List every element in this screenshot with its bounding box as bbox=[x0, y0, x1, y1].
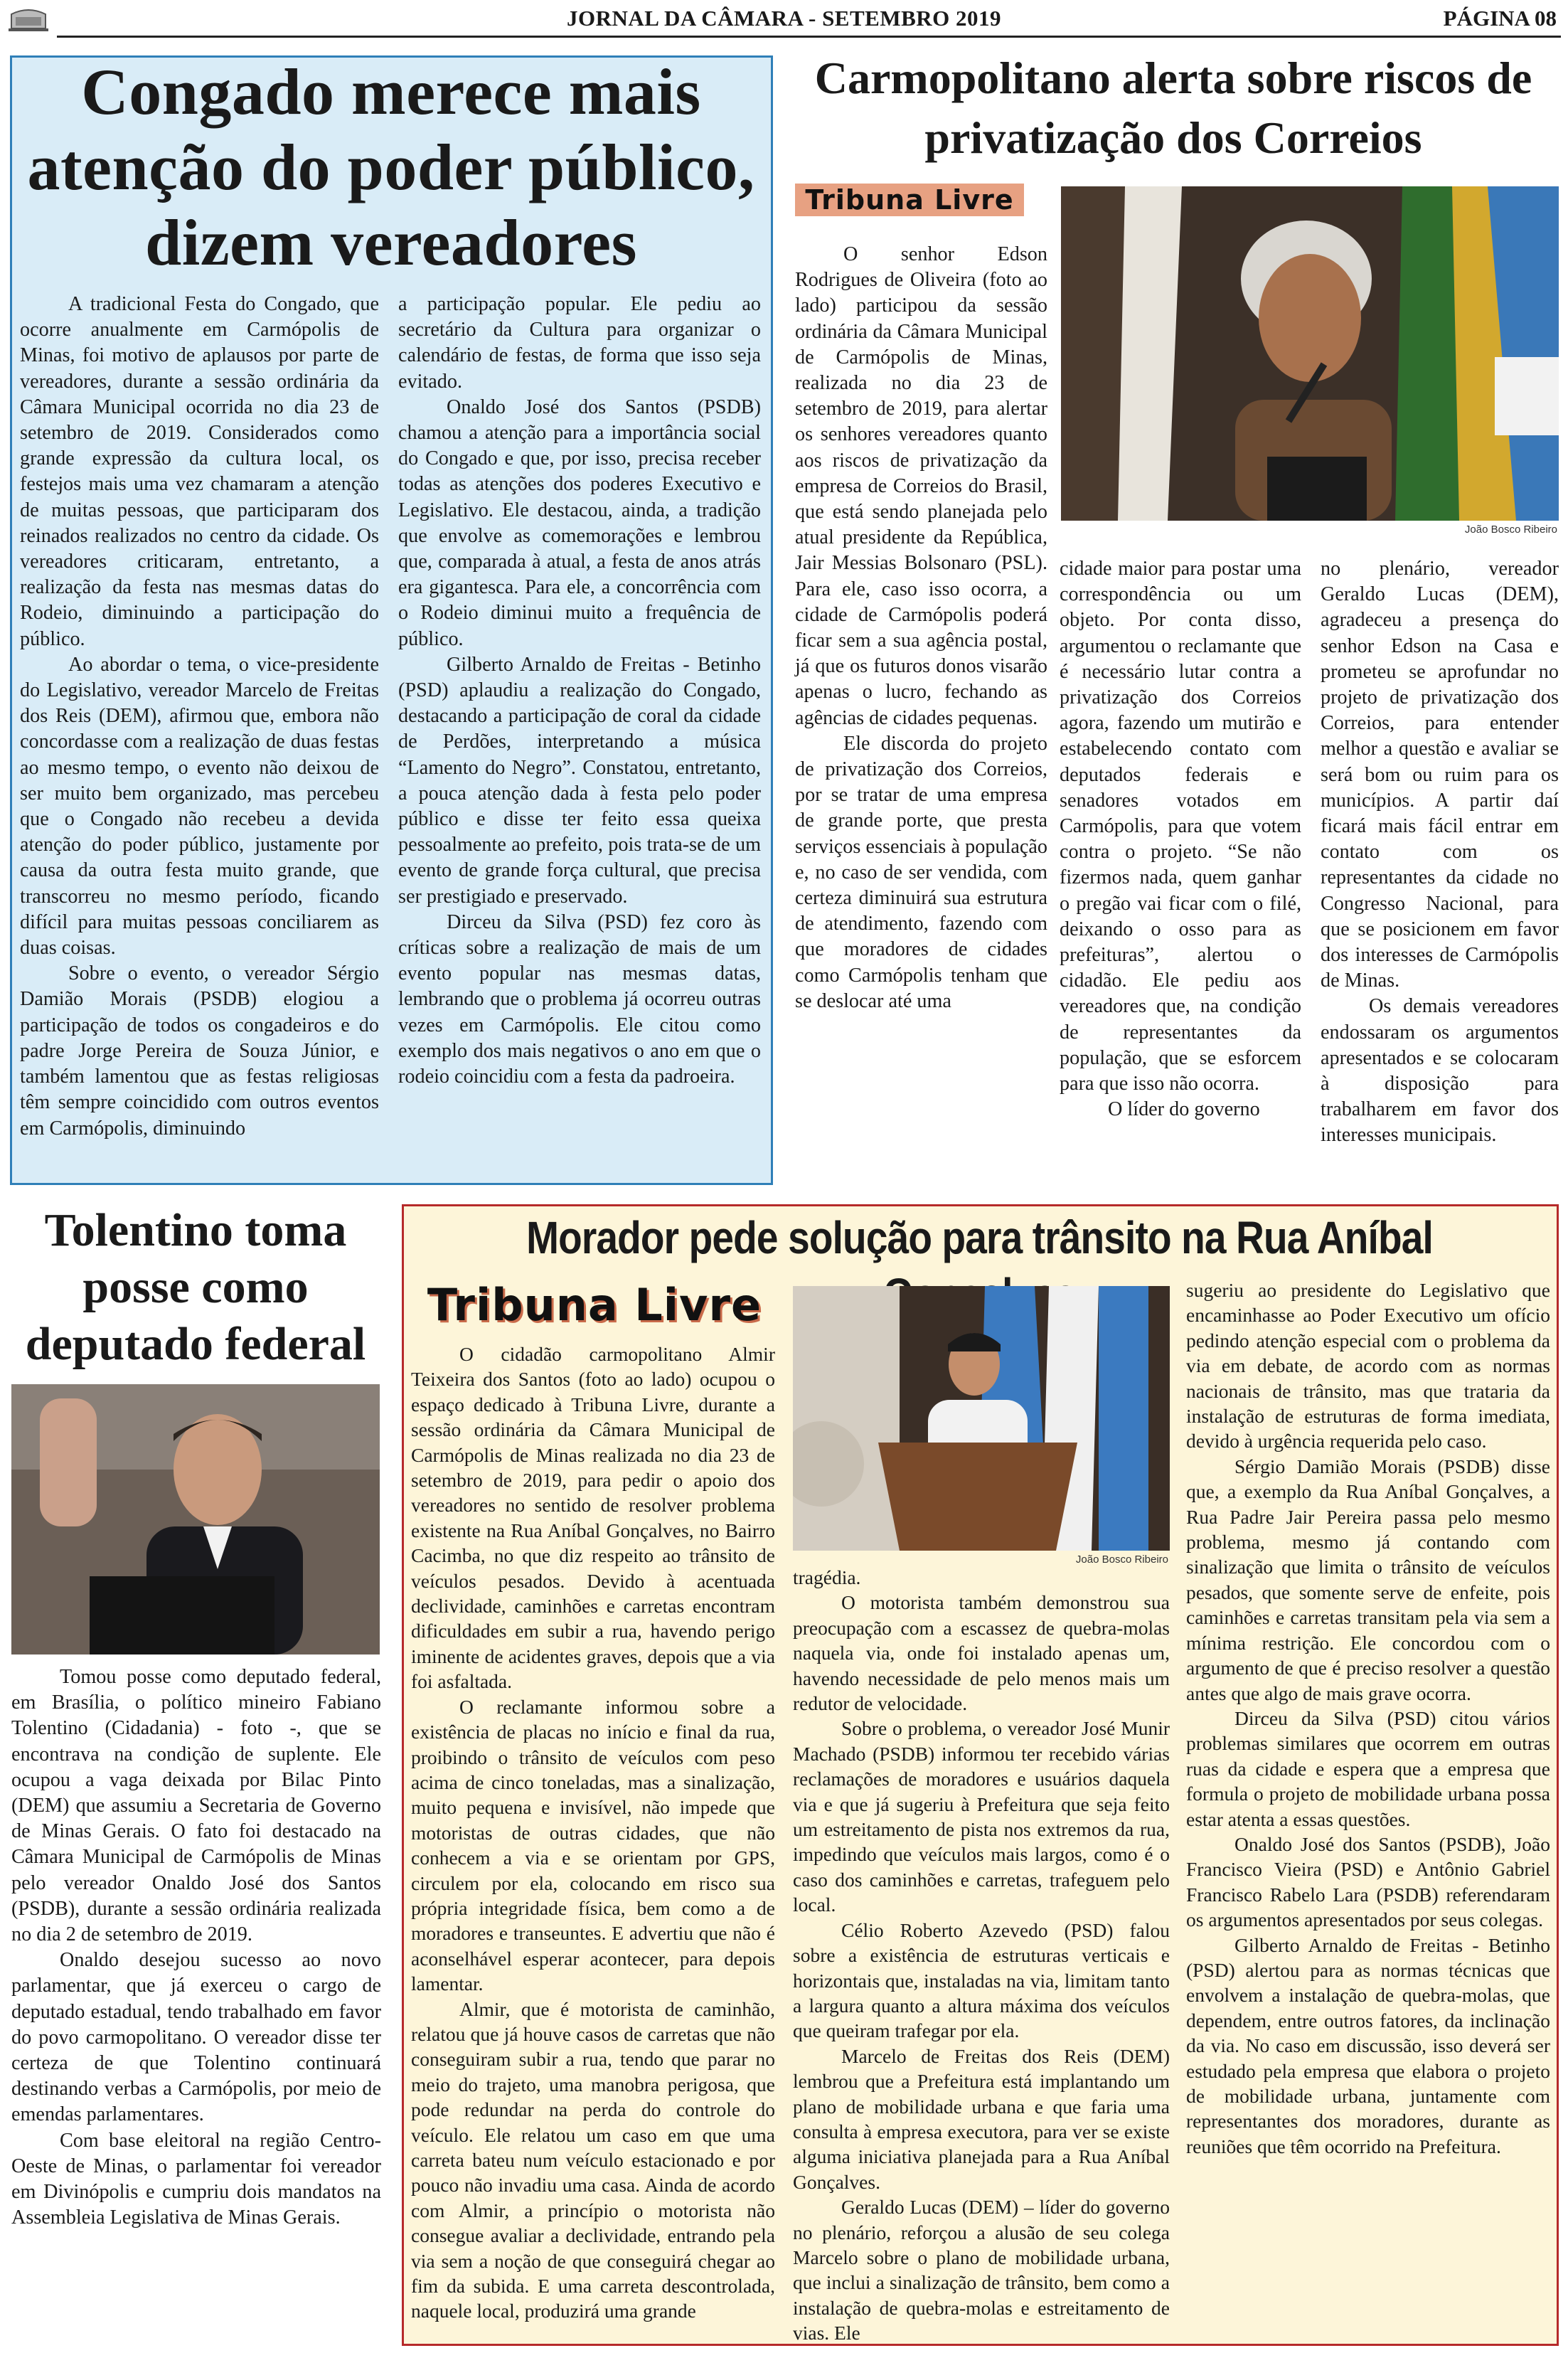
paragraph: Onaldo José dos Santos (PSDB) chamou a atenção para a importância social do Congado e que, por isso, precisa receber todas as atenções dos poderes Executivo e Legislativo. Ele destacou, ainda, a tradição que envolve as comemorações e lembrou que, comparada à atual, a festa de anos atrás era gigantesca. Para ele, a concorrência com o Rodeio diminui muito a frequência de público. bbox=[398, 395, 761, 650]
edson-photo bbox=[1061, 186, 1559, 521]
paragraph: Dirceu da Silva (PSD) fez coro às críticas sobre a realização de mais de um evento popular nas mesmas datas, lembrando que o problema já ocorreu outras vezes em Carmópolis. Ele citou como exemplo dos mais negativos o ano em que o rodeio coincidiu com a festa da padroeira. bbox=[398, 910, 761, 1088]
congado-column-1 bbox=[20, 292, 379, 1142]
morador-column-2 bbox=[793, 1565, 1170, 2346]
speaker-photo-icon bbox=[1061, 186, 1559, 521]
tolentino-column bbox=[11, 1664, 381, 2231]
paragraph: Os demais vereadores endossaram os argumentos apresentados e se colocaram à disposição para trabalharem em favor dos interesses municipais. bbox=[1321, 995, 1559, 1147]
tribuna-livre-tag: Tribuna Livre bbox=[427, 1279, 762, 1331]
paragraph: Com base eleitoral na região Centro-Oeste de Minas, o parlamentar foi vereador em Divinópolis e cumpriu dois mandatos na Assembleia Legislativa de Minas Gerais. bbox=[11, 2129, 381, 2229]
paragraph: Célio Roberto Azevedo (PSD) falou sobre a existência de estruturas verticais e horizontais que, instaladas na via, limitam tanto a largura quanto a altura máxima dos veículos que queiram trafegar por ela. bbox=[793, 1918, 1170, 2042]
correios-column-2 bbox=[1060, 556, 1301, 1122]
paragraph: no plenário, vereador Geraldo Lucas (DEM), agradeceu a presença do senhor Edson na Casa e prometeu se aprofundar no projeto de privatização dos Correios, para entender melhor a questão e avaliar se será bom ou ruim para os municípios. A partir daí ficará mais fácil entrar em contato com os representantes da cidade no Congresso Nacional, para que se posicionem em favor dos interesses de Carmópolis de Minas. bbox=[1321, 558, 1559, 992]
masthead bbox=[0, 0, 1568, 38]
masthead-rule bbox=[57, 36, 1561, 38]
paragraph: O reclamante informou sobre a existência de placas no início e final da rua, proibindo o trânsito de veículos com peso acima de cinco toneladas, mas a sinalização, muito pequena e invisível, não impede que motoristas de outras cidades, que não conhecem a via e se orientam por GPS, circulem por ela, colocando em risco sua própria integridade física, bem como a de moradores e transeuntes. E advertiu que não é aconselhável esperar acontecer, para depois lamentar. bbox=[411, 1695, 775, 1995]
paragraph: Onaldo José dos Santos (PSDB), João Francisco Vieira (PSD) e Antônio Gabriel Francisco Rabelo Lara (PSDB) referendaram os argumentos apresentados por seus colegas. bbox=[1186, 1832, 1550, 1931]
paragraph: Ele discorda do projeto de privatização dos Correios, por se tratar de uma empresa de grande porte, que presta serviços essenciais à população e, no caso de ser vendida, com certeza diminuirá sua estrutura de atendimento, fazendo com que moradores de cidades como Carmópolis tenham que se deslocar até uma bbox=[795, 732, 1047, 1012]
tolentino-headline: Tolentino toma posse como deputado federal bbox=[25, 1204, 366, 1370]
photo-credit: João Bosco Ribeiro bbox=[1464, 524, 1557, 536]
tolentino-photo bbox=[11, 1384, 380, 1654]
paragraph: Marcelo de Freitas dos Reis (DEM) lembrou que a Prefeitura está implantando um plano de mobilidade urbana e que faria uma consulta à empresa executora, para ver se existe alguma iniciativa planejada para a Rua Aníbal Gonçalves. bbox=[793, 2044, 1170, 2193]
speaker-photo-icon bbox=[793, 1286, 1170, 1551]
deputy-photo-icon bbox=[11, 1384, 380, 1654]
paragraph: Gilberto Arnaldo de Freitas - Betinho (PSD) alertou para as normas técnicas que envolvem a instalação de quebra-molas, que dependem, entre outros fatores, da inclinação da via. No caso em discussão, isso deverá ser estudado pela empresa que elabora o projeto de mobilidade urbana, juntamente com representantes dos moradores, durante as reuniões que têm ocorrido na Prefeitura. bbox=[1186, 1933, 1550, 2157]
paragraph: O líder do governo bbox=[1108, 1098, 1260, 1121]
correios-column-3 bbox=[1321, 556, 1559, 1149]
paragraph: sugeriu ao presidente do Legislativo que encaminhasse ao Poder Executivo um ofício pedindo atenção especial com o problema da via em debate, de acordo com as normas nacionais de trânsito, mas que trataria da instalação de estruturas de forma imediata, devido à urgência requerida pelo caso. bbox=[1186, 1279, 1550, 1452]
congado-column-2 bbox=[398, 292, 761, 1090]
tribuna-livre-tag: Tribuna Livre bbox=[795, 184, 1024, 216]
paragraph: O motorista também demonstrou sua preocupação com a escassez de quebra-molas naquela via, onde foi instalado apenas um, havendo necessidade de pelo menos mais um redutor de velocidade. bbox=[793, 1591, 1170, 1715]
paragraph: Dirceu da Silva (PSD) citou vários problemas similares que ocorrem em outras ruas da cidade e espera que a empresa que formula o projeto de mobilidade urbana possa estar atenta a essas questões. bbox=[1186, 1706, 1550, 1830]
paragraph: cidade maior para postar uma correspondência ou um objeto. Por conta disso, argumentou o reclamante que é necessário lutar contra a privatização dos Correios agora, fazendo um mutirão e estabelecendo contato com deputados federais e senadores votados em Carmópolis, para que votem contra o projeto. “Se não fizermos nada, quem ganhar o pregão vai ficar com o filé, deixando o osso para as prefeituras”, alertou o cidadão. Ele pediu aos vereadores que, na condição de representantes da população, que se esforcem para que isso não ocorra. bbox=[1060, 558, 1301, 1095]
paragraph: Ao abordar o tema, o vice-presidente do Legislativo, vereador Marcelo de Freitas dos Reis (DEM), afirmou que, embora não concordasse com a realização de duas festas ao mesmo tempo, o evento não deixou de ser muito bem organizado, mas percebeu que o Congado não recebeu a devida atenção do poder público, justamente por causa da outra festa muito grande, que transcorreu no mesmo período, ficando difícil para muitas pessoas conciliarem as duas coisas. bbox=[20, 653, 379, 960]
paragraph: Gilberto Arnaldo de Freitas - Betinho (PSD) aplaudiu a realização do Congado, destacando a participação de coral da cidade de Perdões, interpretando a música “Lamento do Negro”. Constatou, entretanto, a pouca atenção dada à festa pelo poder público e disse ter feito essa queixa pessoalmente ao prefeito, pois trata-se de um evento de grande força cultural, que precisa ser prestigiado e preservado. bbox=[398, 653, 761, 908]
paragraph: O cidadão carmopolitano Almir Teixeira dos Santos (foto ao lado) ocupou o espaço dedicado à Tribuna Livre, durante a sessão ordinária da Câmara Municipal de Carmópolis de Minas realizada no dia 23 de setembro de 2019, para pedir o apoio dos vereadores no sentido de resolver problema existente na Rua Aníbal Gonçalves, no Bairro Cacimba, no que diz respeito ao trânsito de veículos pesados. Devido à acentuada declividade, caminhões e carretas encontram dificuldades em subir a rua, havendo perigo iminente de acidentes graves, depois que a via foi asfaltada. bbox=[411, 1343, 775, 1693]
almir-photo bbox=[793, 1286, 1170, 1551]
congado-headline: Congado merece mais atenção do poder público, dizem vereadores bbox=[27, 55, 755, 279]
paragraph: a participação popular. Ele pediu ao secretário da Cultura para organizar o calendário de festas, de forma que isso seja evitado. bbox=[398, 293, 761, 393]
paragraph: Almir, que é motorista de caminhão, relatou que já houve casos de carretas que não conseguiram subir a rua, tendo que parar no meio do trajeto, uma manobra perigosa, que pode redundar na perda do controle do veículo. Ele relatou um caso em que uma carreta bateu num veículo estacionado e por pouco não invadiu uma casa. Ainda de acordo com Almir, a princípio o motorista não consegue avaliar a declividade, entrando pela via sem a noção de que conseguirá chegar ao fim da subida. E uma carreta descontrolada, naquele local, produzirá uma grande bbox=[411, 1997, 775, 2322]
paragraph: A tradicional Festa do Congado, que ocorre anualmente em Carmópolis de Minas, foi motivo de aplausos por parte de vereadores, durante a sessão ordinária da Câmara Municipal ocorrida no dia 23 de setembro de 2019. Considerados como grande expressão da cultura local, os festejos mais uma vez chamaram a atenção de muitas pessoas, que participaram dos reinados realizados no centro da cidade. Os vereadores criticaram, entretanto, a realização da festa nas mesmas datas do Rodeio, diminuindo a participação do público. bbox=[20, 293, 379, 650]
photo-credit: João Bosco Ribeiro bbox=[1075, 1553, 1168, 1566]
morador-headline: Morador pede solução para trânsito na Rua Aníbal bbox=[526, 1212, 1433, 1263]
page-number: PÁGINA 08 bbox=[1443, 6, 1557, 31]
paragraph: Onaldo desejou sucesso ao novo parlamentar, que já exerceu o cargo de deputado estadual, tendo trabalhado em favor do povo carmopolitano. O vereador disse ter certeza de que Tolentino continuará destinando verbas a Carmópolis, por meio de emendas parlamentares. bbox=[11, 1949, 381, 2126]
paragraph: Sérgio Damião Morais (PSDB) disse que, a exemplo da Rua Aníbal Gonçalves, a Rua Padre Jair Pereira passa pelo mesmo problema, mesmo já contando com sinalização que limita o trânsito de veículos pesados, que somente serve de enfeite, pois caminhões e carretas transitam pela via sem a mínima restrição. Ele concordou com o argumento de que é preciso resolver a questão antes que algo de mais grave ocorra. bbox=[1186, 1455, 1550, 1704]
paragraph: O senhor Edson Rodrigues de Oliveira (foto ao lado) participou da sessão ordinária da Câmara Municipal de Carmópolis de Minas, realizada no dia 23 de setembro de 2019, para alertar os senhores vereadores quanto aos riscos de privatização da empresa de Correios do Brasil, que está sendo planejada pelo atual presidente da República, Jair Messias Bolsonaro (PSL). Para ele, caso isso ocorra, a cidade de Carmópolis poderá ficar sem a sua agência postal, já que os futuros donos visarão apenas o lucro, fechando as agências de cidades pequenas. bbox=[795, 243, 1047, 729]
paragraph: Geraldo Lucas (DEM) – líder do governo no plenário, reforçou a alusão de seu colega Marcelo sobre o plano de mobilidade urbana, que inclui a sinalização de trânsito, bem como a instalação de quebra-molas e estreitamento de vias. Ele bbox=[793, 2196, 1170, 2344]
morador-column-3 bbox=[1186, 1278, 1550, 2159]
paragraph: Sobre o problema, o vereador José Munir Machado (PSDB) informou ter recebido várias reclamações de moradores e usuários daquela via e que já sugeriu à Prefeitura que seja feito um estreitamento de pista nos extremos da rua, impedindo que veículos mais largos, como é o caso dos caminhões e carretas, trafeguem pelo local. bbox=[793, 1717, 1170, 1916]
paragraph: tragédia. bbox=[793, 1566, 861, 1588]
paragraph: Tomou posse como deputado federal, em Brasília, o político mineiro Fabiano Tolentino (Cidadania) - foto -, que se encontrava na condição de suplente. Ele ocupou a vaga deixada por Bilac Pinto (DEM) que assumiu a Secretaria de Governo de Minas Gerais. O fato foi destacado na Câmara Municipal de Carmópolis de Minas pelo vereador Onaldo José dos Santos (PSDB), durante a sessão ordinária realizada no dia 2 de setembro de 2019. bbox=[11, 1666, 381, 1946]
correios-column-1 bbox=[795, 242, 1047, 1014]
morador-column-1 bbox=[411, 1342, 775, 2324]
newspaper-title: JORNAL DA CÂMARA - SETEMBRO 2019 bbox=[566, 6, 1002, 31]
correios-headline: Carmopolitano alerta sobre riscos de privatização dos Correios bbox=[814, 53, 1532, 163]
paragraph: Sobre o evento, o vereador Sérgio Damião Morais (PSDB) elogiou a participação de todos os congadeiros e do padre Jorge Pereira de Souza Júnior, e também lamentou que as festas religiosas têm sempre coincidido com outros eventos em Carmópolis, diminuindo bbox=[20, 962, 379, 1140]
